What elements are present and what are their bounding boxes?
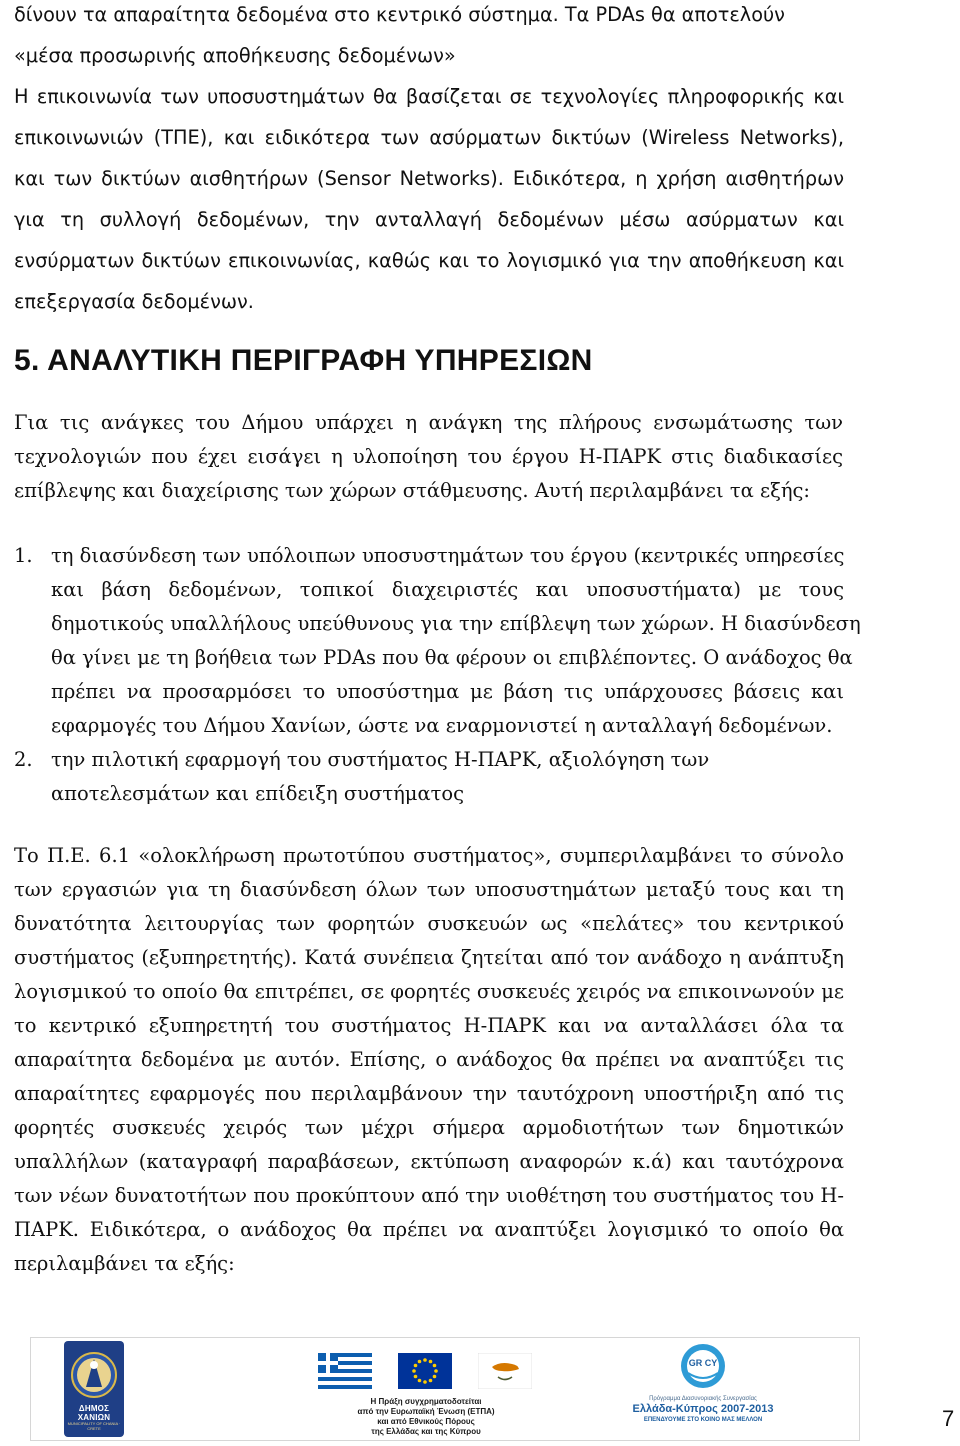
grcy-logo-text: GR CY [688, 1358, 718, 1368]
work-package-paragraph [14, 839, 844, 1281]
page-number: 7 [942, 1406, 955, 1431]
text-line: συστήματος (εξυπηρετητής). Κατά συνέπεια ζητείται από τον ανάδοχο η ανάπτυξη [14, 946, 844, 969]
text-line: τη διασύνδεση των υπόλοιπων υποσυστημάτων του έργου (κεντρικές υπηρεσίες [51, 544, 845, 567]
dimos-logo-subtext: MUNICIPALITY OF CHANIA · CRETE [67, 1421, 121, 1431]
caption-line: και από Εθνικούς Πόρους [377, 1417, 475, 1426]
text-line: για τη συλλογή δεδομένων, την ανταλλαγή δεδομένων μέσω ασύρματων και [14, 208, 844, 231]
text-line: Η επικοινωνία των υποσυστημάτων θα βασίζεται σε τεχνολογίες πληροφορικής και [14, 85, 844, 108]
text-line: περιλαμβάνει τα εξής: [14, 1252, 235, 1275]
text-line: επεξεργασία δεδομένων. [14, 290, 254, 313]
eu-flag [398, 1353, 452, 1389]
text-line: απαραίτητες εφαρμογές που περιλαμβάνουν την ταυτόχρονη υποστήριξη από τις [14, 1082, 844, 1105]
text-line: λογισμικού το οποίο θα επιτρέπει, σε φορητές συσκευές χειρός να επικοινωνούν με [14, 980, 844, 1003]
numbered-list [14, 539, 861, 811]
greek-flag [318, 1353, 372, 1389]
grcy-caption-sub: ΕΠΕΝΔΥΟΥΜΕ ΣΤΟ ΚΟΙΝΟ ΜΑΣ ΜΕΛΛΟΝ [643, 1417, 763, 1423]
text-line: αποτελεσμάτων και επίδειξη συστήματος [51, 782, 465, 805]
text-line: τεχνολογιών που έχει εισάγει η υλοποίηση του έργου Η-ΠΑΡΚ στις διαδικασίες [14, 445, 843, 468]
text-line: επικοινωνιών (ΤΠΕ), και ειδικότερα των ασύρματων δικτύων (Wireless Networks), [14, 126, 844, 149]
text-line: δημοτικούς υπαλλήλους υπεύθυνους για την επίβλεψη των χώρων. Η διασύνδεση [51, 612, 861, 635]
text-line: των εργασιών για τη διασύνδεση όλων των υποσυστημάτων μεταξύ τους και τη [14, 878, 844, 901]
text-line: Το Π.Ε. 6.1 «ολοκλήρωση πρωτοτύπου συστήματος», συμπεριλαμβάνει το σύνολο [14, 844, 844, 867]
grcy-program-logo [680, 1343, 726, 1389]
footer-logo-strip [30, 1337, 860, 1441]
text-line: δίνουν τα απαραίτητα δεδομένα στο κεντρικό σύστημα. Τα PDAs θα αποτελούν [14, 3, 785, 26]
text-line: «μέσα προσωρινής αποθήκευσης δεδομένων» [14, 44, 456, 67]
cyprus-flag [478, 1353, 532, 1389]
text-line: και βάση δεδομένων, τοπικοί διαχειριστές και υποσυστήματα) με τους [51, 578, 844, 601]
cyprus-flag-icon [478, 1353, 532, 1389]
text-line: επίβλεψης και διαχείρισης των χώρων στάθμευσης. Αυτή περιλαμβάνει τα εξής: [14, 479, 811, 502]
text-line: απαραίτητα δεδομένα με αυτόν. Επίσης, ο ανάδοχος θα πρέπει να αναπτύξει τις [14, 1048, 844, 1071]
text-line: των νέων δυνατοτήτων που προκύπτουν από την υιοθέτηση του συστήματος του Η- [14, 1184, 844, 1207]
list-item-number: 2. [14, 748, 33, 771]
grcy-caption-main: Ελλάδα-Κύπρος 2007-2013 [632, 1403, 774, 1415]
services-intro-paragraph [14, 406, 843, 508]
text-line: εφαρμογές του Δήμου Χανίων, ώστε να εναρμονιστεί η ανταλλαγή δεδομένων. [51, 714, 833, 737]
cofinancing-caption [320, 1397, 532, 1437]
list-item [14, 743, 844, 811]
text-line: ενσύρματων δικτύων επικοινωνίας, καθώς και το λογισμικό για την αποθήκευση και [14, 249, 844, 272]
grcy-caption-small: Πρόγραμμα Διασυνοριακής Συνεργασίας [649, 1396, 757, 1402]
text-line: δυνατότητα λειτουργίας των φορητών συσκευών ως «πελάτες» του κεντρικού [14, 912, 844, 935]
text-line: Για τις ανάγκες του Δήμου υπάρχει η ανάγκη της πλήρους ενσωμάτωσης των [14, 411, 843, 434]
caption-line: της Ελλάδας και της Κύπρου [371, 1427, 481, 1436]
caption-line: Η Πράξη συγχρηματοδοτείται [370, 1397, 482, 1406]
eu-flag-icon [398, 1353, 452, 1389]
text-line: και των δικτύων αισθητήρων (Sensor Networks). Ειδικότερα, η χρήση αισθητήρων [14, 167, 844, 190]
list-item [14, 539, 861, 743]
greece-flag-icon [318, 1353, 372, 1389]
text-line: ΠΑΡΚ. Ειδικότερα, ο ανάδοχος θα πρέπει να αναπτύξει λογισμικό το οποίο θα [14, 1218, 844, 1241]
grcy-caption [612, 1395, 794, 1424]
text-line: το κεντρικό εξυπηρετητή του συστήματος Η-ΠΑΡΚ και να ανταλλάσει όλα τα [14, 1014, 844, 1037]
dimos-logo-text: ΔΗΜΟΣ ΧΑΝΙΩΝ [77, 1404, 111, 1422]
intro-paragraph [14, 0, 844, 324]
text-line: υπαλλήλων (καταγραφή παραβάσεων, εκτύπωση αναφορών κ.ά) και ταυτόχρονα [14, 1150, 844, 1173]
text-line: θα γίνει με τη βοήθεια των PDAs που θα φέρουν οι επιβλέποντες. Ο ανάδοχος θα [51, 646, 853, 669]
text-line: φορητές συσκευές χειρός των μέχρι σήμερα αρμοδιοτήτων των δημοτικών [14, 1116, 844, 1139]
section-heading: 5. ΑΝΑΛΥΤΙΚΗ ΠΕΡΙΓΡΑΦΗ ΥΠΗΡΕΣΙΩΝ [14, 344, 593, 377]
caption-line: από την Ευρωπαϊκή Ένωση (ΕΤΠΑ) [357, 1407, 495, 1416]
text-line: πρέπει να προσαρμόσει το υποσύστημα με βάση τις υπάρχουσες βάσεις και [51, 680, 844, 703]
dimos-chanion-logo [64, 1341, 124, 1437]
list-item-number: 1. [14, 544, 33, 567]
text-line: την πιλοτική εφαρμογή του συστήματος Η-ΠΑΡΚ, αξιολόγηση των [51, 748, 710, 771]
